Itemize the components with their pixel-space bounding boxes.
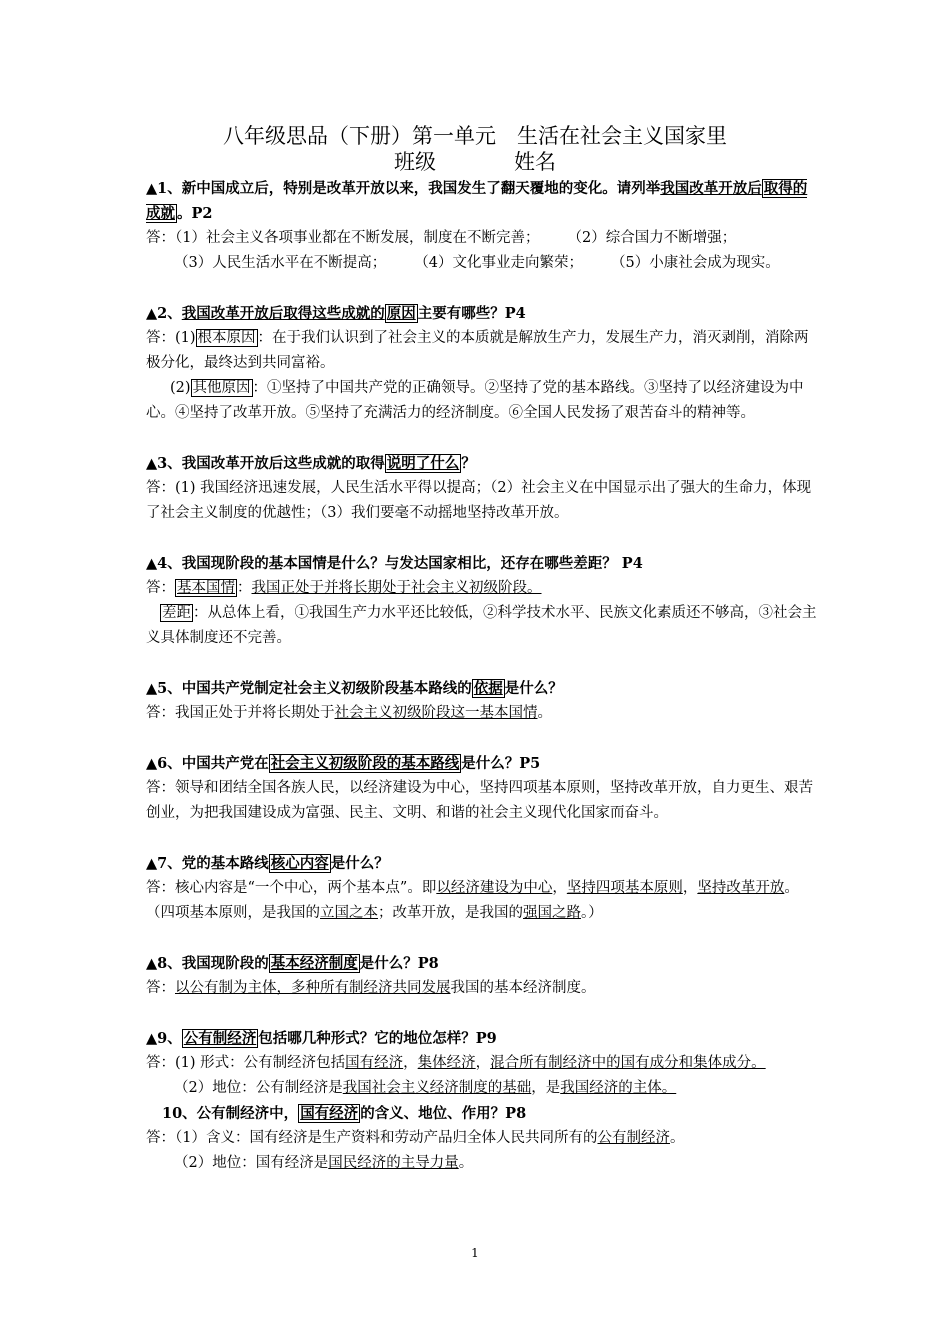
document-title: 八年级思品（下册）第一单元 生活在社会主义国家里	[223, 124, 727, 148]
question-1: ▲1、新中国成立后，特别是改革开放以来，我国发生了翻天覆地的变化。请列举我国改革开放后 取得的成就 。P2	[146, 180, 808, 222]
keyword-box: 社会主义初级阶段的基本路线	[270, 755, 460, 772]
answer-8: 答：以公有制为主体，多种所有制经济共同发展我国的基本经济制度。	[146, 980, 596, 996]
keyword-box: 根本原因	[197, 330, 256, 346]
answer-10-part-2: （2）地位：国有经济是国民经济的主导力量。	[174, 1155, 474, 1171]
answer-2-part-2: (2) 其他原因 ：①坚持了中国共产党的正确领导。②坚持了党的基本路线。③坚持了以经济建设为中心。④坚持了改革开放。⑤坚持了充满活力的经济制度。⑥全国人民发扬了艰苦奋斗的精神等。	[146, 380, 804, 421]
question-5: ▲5、中国共产党制定社会主义初级阶段基本路线的 依据 是什么？	[146, 680, 563, 697]
keyword-box: 基本国情	[177, 580, 235, 596]
keyword-box: 国有经济	[300, 1105, 359, 1122]
answer-2-part-1: 答：(1) 根本原因 ：在于我们认识到了社会主义的本质就是解放生产力，发展生产力，消灭剥削，消除两极分化，最终达到共同富裕。	[146, 330, 809, 371]
answer-3: 答：(1) 我国经济迅速发展，人民生活水平得以提高；（2）社会主义在中国显示出了强大的生命力，体现了社会主义制度的优越性；（3）我们要毫不动摇地坚持改革开放。	[146, 480, 812, 521]
answer-7: 答：核心内容是“一个中心，两个基本点”。即以经济建设为中心，坚持四项基本原则，坚持改革开放。（四项基本原则，是我国的立国之本；改革开放，是我国的强国之路。）	[146, 880, 799, 921]
answer-1-cont: （3）人民生活水平在不断提高； （4）文化事业走向繁荣； （5）小康社会成为现实。	[174, 255, 780, 271]
document-subtitle	[0, 150, 950, 174]
question-2: ▲2、我国改革开放后取得这些成就的 原因 主要有哪些？P4	[146, 305, 526, 322]
class-label: 班级	[394, 150, 436, 174]
question-8: ▲8、我国现阶段的 基本经济制度 是什么？P8	[146, 955, 439, 972]
keyword-box: 核心内容	[270, 855, 329, 872]
question-7: ▲7、党的基本路线 核心内容 是什么？	[146, 855, 389, 872]
question-list	[146, 176, 818, 1176]
question-3: ▲3、我国改革开放后这些成就的取得 说明了什么 ？	[146, 455, 476, 472]
name-label: 姓名	[514, 150, 556, 174]
answer-1: 答：（1）社会主义各项事业都在不断发展，制度在不断完善； （2）综合国力不断增强；	[146, 230, 737, 246]
keyword-box: 取得的成就	[146, 180, 808, 222]
page-number: 1	[471, 1246, 479, 1260]
answer-6: 答：领导和团结全国各族人民，以经济建设为中心，坚持四项基本原则，坚持改革开放，自力更生、艰苦创业，为把我国建设成为富强、民主、文明、和谐的社会主义现代化国家而奋斗。	[146, 780, 813, 821]
question-10: 10、公有制经济中， 国有经济 的含义、地位、作用？P8	[162, 1105, 527, 1122]
keyword-box: 公有制经济	[183, 1030, 257, 1047]
answer-10-part-1: 答：（1）含义：国有经济是生产资料和劳动产品归全体人民共同所有的公有制经济。	[146, 1130, 685, 1146]
keyword-box: 原因	[386, 305, 416, 322]
answer-9-part-2: （2）地位：公有制经济是我国社会主义经济制度的基础，是我国经济的主体。	[174, 1080, 677, 1096]
keyword-box: 差距	[162, 605, 191, 621]
question-9: ▲9、 公有制经济 包括哪几种形式？它的地位怎样？P9	[146, 1030, 497, 1047]
keyword-box: 依据	[473, 680, 503, 697]
answer-9-part-1: 答：(1) 形式：公有制经济包括国有经济，集体经济，混合所有制经济中的国有成分和集体成分。	[146, 1055, 766, 1071]
question-6: ▲6、中国共产党在 社会主义初级阶段的基本路线 是什么？P5	[146, 755, 541, 772]
answer-5: 答：我国正处于并将长期处于社会主义初级阶段这一基本国情。	[146, 705, 552, 721]
keyword-box: 其他原因	[192, 380, 251, 396]
keyword-box: 说明了什么	[386, 455, 460, 472]
answer-4-part-1: 答： 基本国情 ：我国正处于并将长期处于社会主义初级阶段。	[146, 580, 542, 596]
answer-4-part-2: 差距 ：从总体上看，①我国生产力水平还比较低，②科学技术水平、民族文化素质还不够高，③社会主义具体制度还不完善。	[146, 605, 817, 646]
keyword-box: 基本经济制度	[270, 955, 358, 972]
question-4: ▲4、我国现阶段的基本国情是什么？与发达国家相比，还存在哪些差距？ P4	[146, 555, 643, 572]
